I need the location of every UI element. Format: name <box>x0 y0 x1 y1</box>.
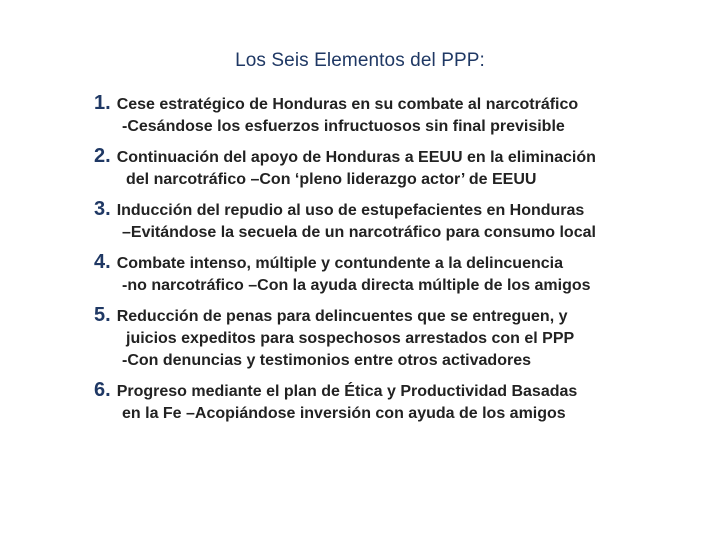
item-continuation: del narcotráfico –Con ‘pleno liderazgo actor’ de EEUU <box>126 171 537 188</box>
item-continuation: -Cesándose los esfuerzos infructuosos sin final previsible <box>122 118 565 135</box>
item-number: 2. <box>94 145 111 167</box>
item-line <box>94 379 714 403</box>
item-number: 5. <box>94 304 111 326</box>
item-text: Cese estratégico de Honduras en su combate al narcotráfico <box>116 96 579 113</box>
item-number: 6. <box>94 379 111 401</box>
item-text: Reducción de penas para delincuentes que se entreguen, y <box>116 308 568 325</box>
item-continuation: en la Fe –Acopiándose inversión con ayuda de los amigos <box>122 405 566 422</box>
list-item <box>94 251 714 297</box>
item-line <box>94 304 714 328</box>
list-item <box>94 92 714 138</box>
item-line <box>94 198 714 222</box>
item-number: 1. <box>94 92 111 114</box>
list-item <box>94 379 714 425</box>
element-list <box>94 92 714 432</box>
list-item <box>94 145 714 191</box>
item-number: 3. <box>94 198 111 220</box>
item-line <box>94 92 714 116</box>
item-text: Progreso mediante el plan de Ética y Productividad Basadas <box>116 383 578 400</box>
list-item <box>94 304 714 372</box>
item-continuation: juicios expeditos para sospechosos arrestados con el PPP <box>126 330 575 347</box>
item-continuation: -Con denuncias y testimonios entre otros activadores <box>122 352 531 369</box>
item-continuation: –Evitándose la secuela de un narcotráfico para consumo local <box>122 224 596 241</box>
item-number: 4. <box>94 251 111 273</box>
item-line <box>94 251 714 275</box>
item-text: Continuación del apoyo de Honduras a EEUU en la eliminación <box>116 149 596 166</box>
item-continuation: -no narcotráfico –Con la ayuda directa múltiple de los amigos <box>122 277 591 294</box>
slide-title: Los Seis Elementos del PPP: <box>235 50 485 71</box>
item-text: Inducción del repudio al uso de estupefacientes en Honduras <box>116 202 585 219</box>
item-text: Combate intenso, múltiple y contundente a la delincuencia <box>116 255 563 272</box>
item-line <box>94 145 714 169</box>
list-item <box>94 198 714 244</box>
